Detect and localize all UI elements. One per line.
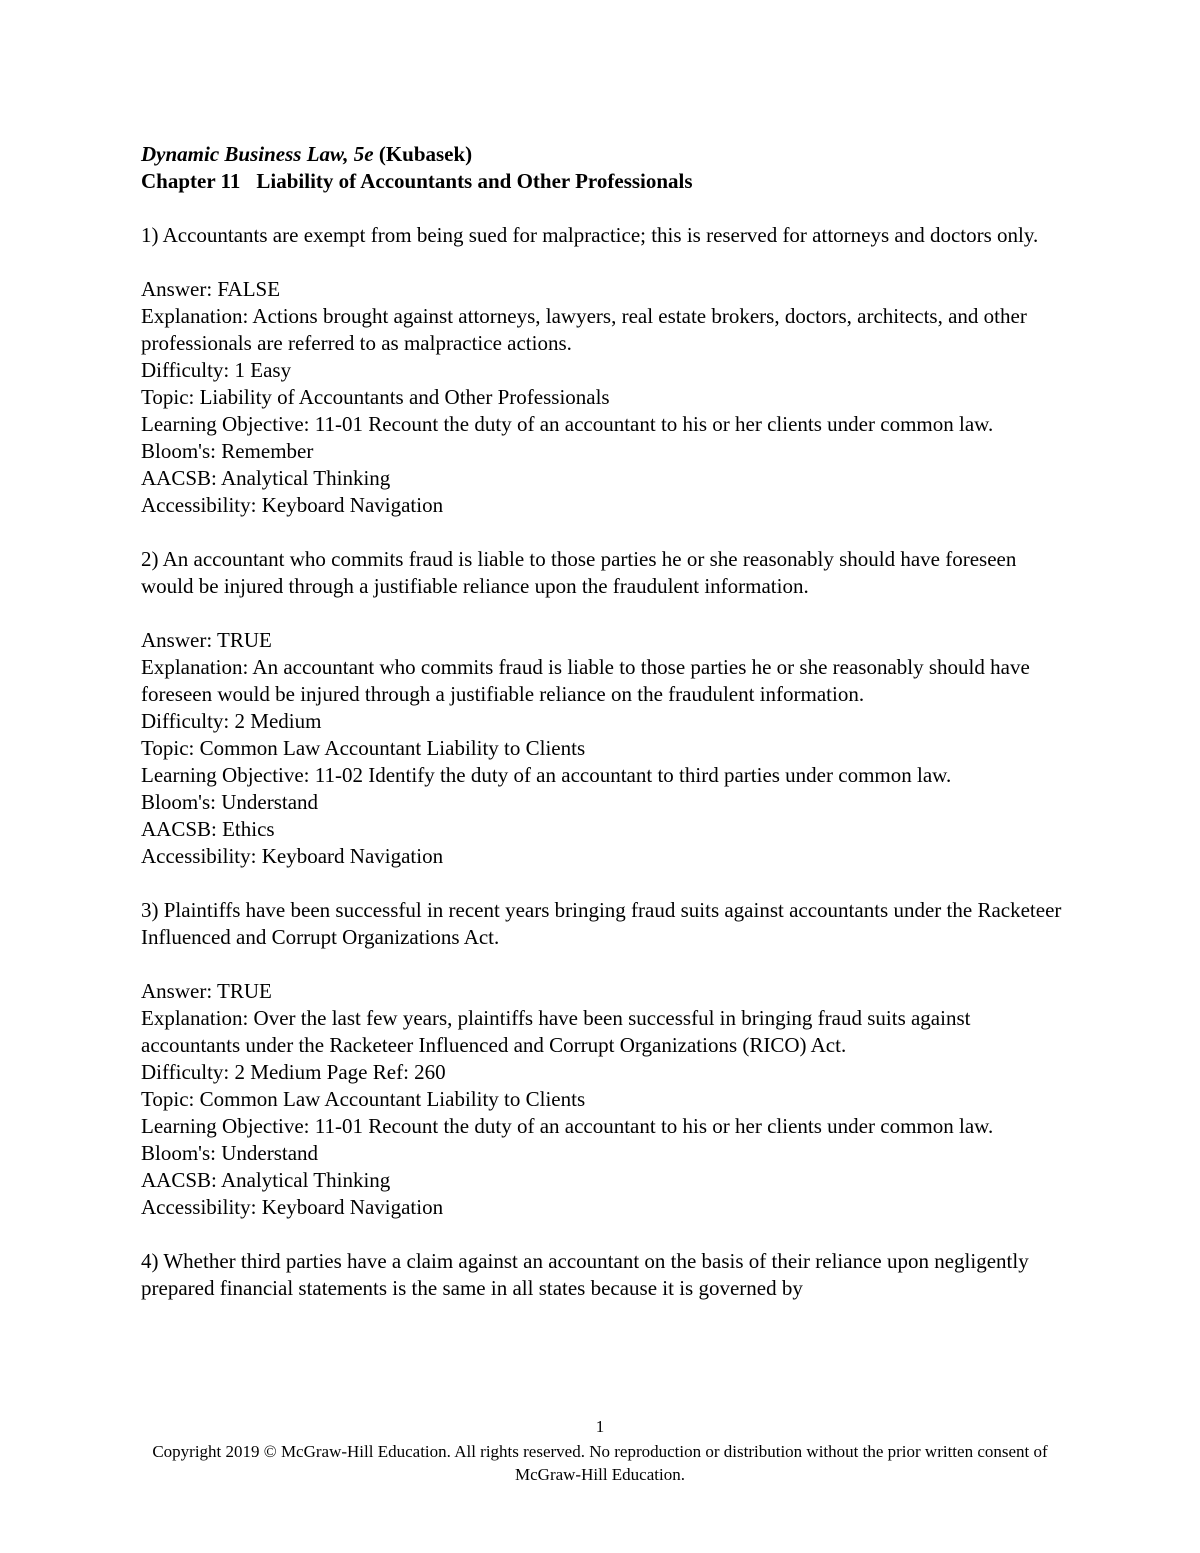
topic-line: Topic: Common Law Accountant Liability to Clients <box>141 1087 586 1111</box>
book-title: Dynamic Business Law, 5e <box>141 142 374 166</box>
question-1 <box>141 222 1071 519</box>
accessibility-line: Accessibility: Keyboard Navigation <box>141 844 444 868</box>
chapter-header <box>141 168 1071 195</box>
page-body <box>141 141 1071 1329</box>
book-author: (Kubasek) <box>378 142 473 166</box>
difficulty-line: Difficulty: 2 Medium Page Ref: 260 <box>141 1060 446 1084</box>
topic-line: Topic: Common Law Accountant Liability to Clients <box>141 736 586 760</box>
question-text: 2) An accountant who commits fraud is liable to those parties he or she reasonably should have foreseen would be injured through a justifiable reliance upon the fraudulent information. <box>141 547 1017 598</box>
objective-line: Learning Objective: 11-01 Recount the duty of an accountant to his or her clients under common law. <box>141 412 994 436</box>
explanation-line: Explanation: Actions brought against attorneys, lawyers, real estate brokers, doctors, architects, and other professionals are referred to as malpractice actions. <box>141 304 1027 355</box>
answer-line: Answer: TRUE <box>141 628 272 652</box>
chapter-title: Liability of Accountants and Other Professionals <box>256 169 693 193</box>
aacsb-line: AACSB: Ethics <box>141 817 275 841</box>
question-text: 1) Accountants are exempt from being sued for malpractice; this is reserved for attorneys and doctors only. <box>141 223 1039 247</box>
difficulty-line: Difficulty: 1 Easy <box>141 358 292 382</box>
question-4 <box>141 1248 1071 1302</box>
objective-line: Learning Objective: 11-01 Recount the duty of an accountant to his or her clients under common law. <box>141 1114 994 1138</box>
chapter-label: Chapter 11 <box>141 169 241 193</box>
blooms-line: Bloom's: Understand <box>141 790 319 814</box>
answer-line: Answer: TRUE <box>141 979 272 1003</box>
difficulty-line: Difficulty: 2 Medium <box>141 709 322 733</box>
book-header <box>141 141 1071 168</box>
question-3 <box>141 897 1071 1221</box>
blooms-line: Bloom's: Understand <box>141 1141 319 1165</box>
aacsb-line: AACSB: Analytical Thinking <box>141 1168 391 1192</box>
answer-line: Answer: FALSE <box>141 277 281 301</box>
question-text: 3) Plaintiffs have been successful in recent years bringing fraud suits against accountants under the Racketeer Influenced and Corrupt Organizations Act. <box>141 898 1062 949</box>
page-footer <box>0 1415 1200 1486</box>
question-text: 4) Whether third parties have a claim against an accountant on the basis of their reliance upon negligently prepared financial statements is the same in all states because it is governed by <box>141 1249 1029 1300</box>
explanation-line: Explanation: Over the last few years, plaintiffs have been successful in bringing fraud suits against accountants under the Racketeer Influenced and Corrupt Organizations (RICO) Act. <box>141 1006 971 1057</box>
question-2 <box>141 546 1071 870</box>
topic-line: Topic: Liability of Accountants and Other Professionals <box>141 385 610 409</box>
explanation-line: Explanation: An accountant who commits fraud is liable to those parties he or she reasonably should have foreseen would be injured through a justifiable reliance on the fraudulent information. <box>141 655 1030 706</box>
copyright-notice: Copyright 2019 © McGraw-Hill Education. All rights reserved. No reproduction or distribution without the prior written consent of McGraw-Hill Education. <box>152 1442 1048 1484</box>
objective-line: Learning Objective: 11-02 Identify the duty of an accountant to third parties under common law. <box>141 763 952 787</box>
accessibility-line: Accessibility: Keyboard Navigation <box>141 1195 444 1219</box>
aacsb-line: AACSB: Analytical Thinking <box>141 466 391 490</box>
accessibility-line: Accessibility: Keyboard Navigation <box>141 493 444 517</box>
blooms-line: Bloom's: Remember <box>141 439 314 463</box>
page-number: 1 <box>595 1417 605 1436</box>
